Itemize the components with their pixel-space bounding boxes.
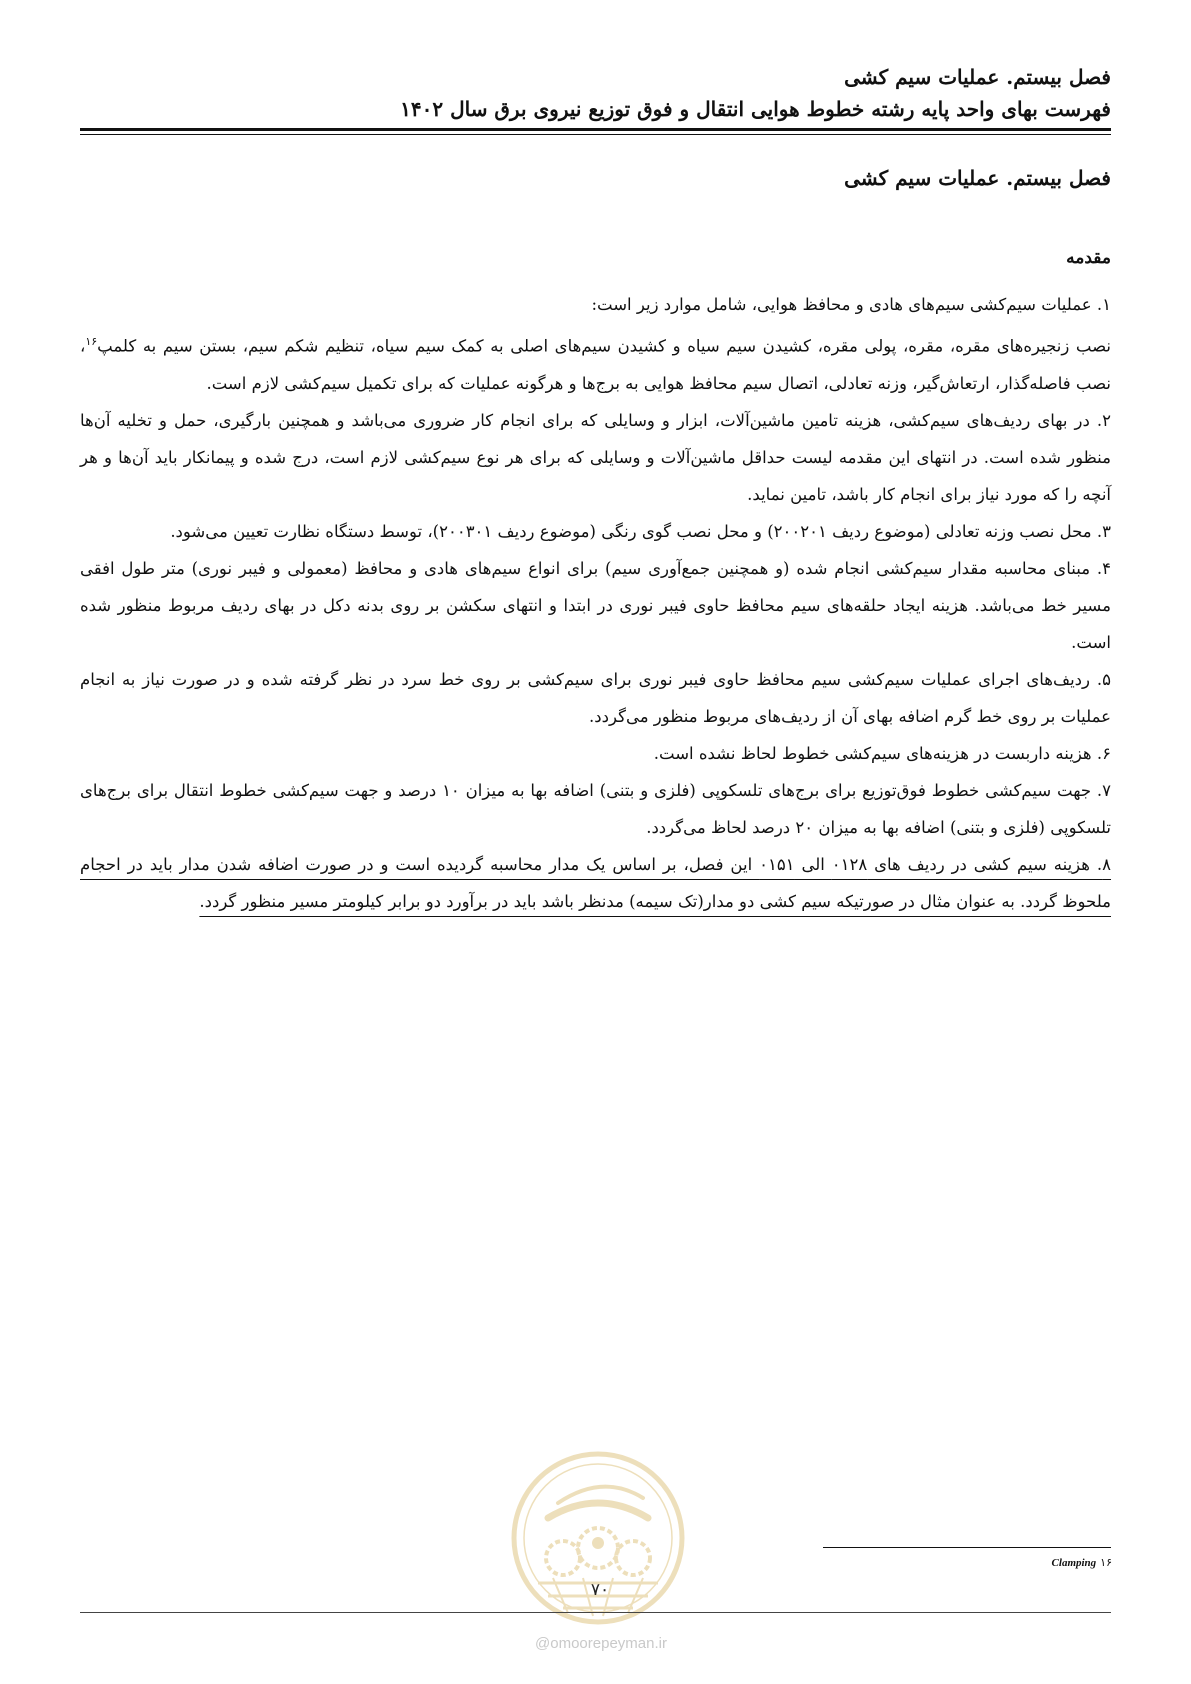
paragraph-2: ۲. در بهای ردیف‌های سیم‌کشی، هزینه تامین ماشین‌آلات، ابزار و وسایلی که برای انجام کار ضروری می‌باشد و همچنین بارگیری، حمل و تخلیه آن‌ها منظور شده است. در انتهای این مقدمه لیست حداقل ماشین‌آلات و وسایلی که برای هر نوع سیم‌کشی لازم است، درج شده و پیمانکار باید آن‌ها و هر آنچه را که مورد نیاز برای انجام کار باشد، تامین نماید. xyxy=(80,410,1111,504)
paragraph-1-list-b: ، نصب فاصله‌گذار، ارتعاش‌گیر، وزنه تعادلی، اتصال سیم محافظ هوایی به برج‌ها و هرگونه عملیات که برای تکمیل سیم‌کشی لازم است. xyxy=(80,336,1111,393)
footnote-number: ۱۶ xyxy=(1100,1557,1112,1569)
paragraph-3: ۳. محل نصب وزنه تعادلی (موضوع ردیف ۲۰۰۲۰۱) و محل نصب گوی رنگی (موضوع ردیف ۲۰۰۳۰۱)، توسط دستگاه نظارت تعیین می‌شود. xyxy=(170,521,1111,541)
paragraph-8 xyxy=(80,846,1111,920)
paragraph-1-list-a: نصب زنجیره‌های مقره، مقره، پولی مقره، کشیدن سیم سیاه و کشیدن سیم‌های اصلی به کمک سیم سیاه، تنظیم شکم سیم، بستن سیم به کلمپ xyxy=(97,336,1111,356)
chapter-title: فصل بیستم. عملیات سیم کشی xyxy=(844,166,1111,190)
paragraph-7: ۷. جهت سیم‌کشی خطوط فوق‌توزیع برای برج‌های تلسکوپی (فلزی و بتنی) اضافه بها به میزان ۱۰ درصد و جهت سیم‌کشی خطوط انتقال برای برج‌های تلسکوپی (فلزی و بتنی) اضافه بها به میزان ۲۰ درصد لحاظ می‌گردد. xyxy=(80,780,1111,837)
page-number: ۷۰ xyxy=(590,1580,610,1600)
header-rule-thin xyxy=(80,134,1111,135)
page-header xyxy=(81,62,1111,126)
footnote xyxy=(1000,1556,1112,1569)
section-title: مقدمه xyxy=(1066,248,1111,268)
watermark-url: @omoorepeyman.ir xyxy=(535,1635,667,1652)
footnote-text: Clamping xyxy=(1051,1557,1097,1569)
paragraph-1-intro: ۱. عملیات سیم‌کشی سیم‌های هادی و محافظ هوایی، شامل موارد زیر است: xyxy=(591,295,1111,314)
paragraph-4: ۴. مبنای محاسبه مقدار سیم‌کشی انجام شده (و همچنین جمع‌آوری سیم) برای انواع سیم‌های هادی و محافظ (معمولی و فیبر نوری) متر طول افقی مسیر خط می‌باشد. هزینه ایجاد حلقه‌های سیم محافظ حاوی فیبر نوری در ابتدا و انتهای سکشن بر روی بدنه دکل در بهای ردیف مربوط منظور شده است. xyxy=(80,558,1111,652)
header-chapter-title: فصل بیستم. عملیات سیم کشی xyxy=(844,65,1111,89)
footnote-reference[interactable]: ۱۶ xyxy=(85,335,98,348)
paragraph-1-list xyxy=(80,323,1111,402)
watermark-seal-icon xyxy=(508,1448,688,1628)
watermark-logo xyxy=(508,1448,688,1628)
header-document-title: فهرست بهای واحد پایه رشته خطوط هوایی انتقال و فوق توزیع نیروی برق سال ۱۴۰۲ xyxy=(400,97,1111,121)
footnote-rule xyxy=(823,1547,1111,1548)
paragraph-6: ۶. هزینه داربست در هزینه‌های سیم‌کشی خطوط لحاظ نشده است. xyxy=(653,743,1111,763)
header-rule-thick xyxy=(80,128,1111,131)
footer-rule xyxy=(80,1612,1111,1613)
paragraph-5: ۵. ردیف‌های اجرای عملیات سیم‌کشی سیم محافظ حاوی فیبر نوری برای سیم‌کشی بر روی خط سرد در نظر گرفته شده و در صورت نیاز به انجام عملیات بر روی خط گرم اضافه بهای آن از ردیف‌های مربوط منظور می‌گردد. xyxy=(80,669,1111,726)
paragraph-8-underlined: ۸. هزینه سیم کشی در ردیف های ۰۱۲۸ الی ۰۱۵۱ این فصل، بر اساس یک مدار محاسبه گردیده است و در صورت اضافه شدن مدار باید در احجام ملحوظ گردد. به عنوان مثال در صورتیکه سیم کشی دو مدار(تک سیمه) مدنظر باشد باید در برآورد دو برابر کیلومتر مسیر منظور گردد. xyxy=(80,854,1112,911)
body-text xyxy=(80,286,1111,920)
